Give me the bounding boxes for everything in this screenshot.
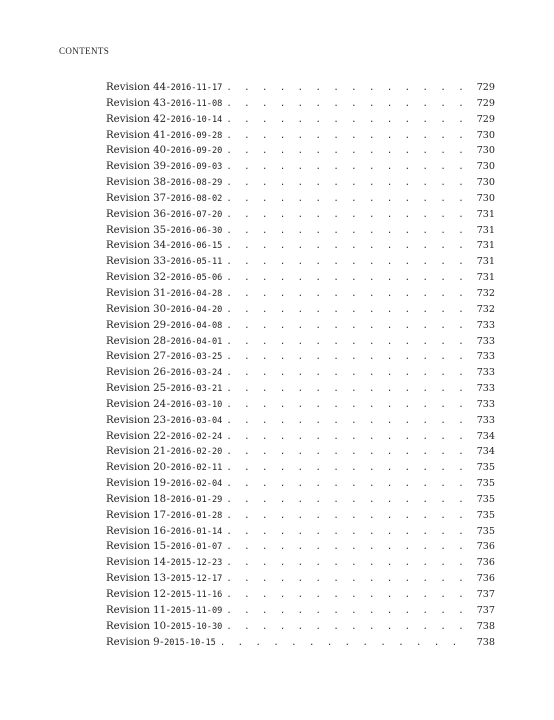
toc-entry-title: Revision 15	[106, 541, 167, 553]
toc-entry-page-number: 735	[476, 493, 495, 505]
toc-entry-page-number: 729	[476, 97, 495, 109]
toc-entry-title: Revision 17	[106, 509, 167, 521]
toc-entry-separator: -	[166, 256, 171, 268]
toc-entry-date: 2016-04-08	[170, 320, 223, 331]
toc-entry-date: 2016-02-04	[170, 479, 223, 490]
dot-leader	[226, 224, 469, 240]
toc-entry-date: 2016-03-25	[170, 352, 223, 363]
toc-entry-page-number: 733	[476, 335, 495, 347]
dot-leader	[226, 604, 469, 620]
toc-entry-page-number: 732	[476, 287, 495, 299]
dot-leader	[226, 287, 469, 303]
toc-entry-page-number: 738	[476, 620, 495, 632]
toc-entry-page-number: 735	[476, 525, 495, 537]
toc-entry-date: 2016-03-21	[170, 384, 223, 395]
toc-entry-page-number: 736	[476, 557, 495, 569]
toc-entry-title: Revision 44	[106, 82, 167, 93]
toc-entry-page-number: 736	[476, 573, 495, 585]
toc-entry-page-number: 730	[476, 192, 495, 204]
toc-entry-separator: -	[166, 525, 171, 537]
toc-entry-page-number: 735	[476, 509, 495, 521]
toc-entry-title: Revision 40	[106, 145, 167, 157]
toc-entry-page-number: 737	[476, 604, 495, 616]
toc-entry-date: 2016-03-24	[170, 368, 223, 379]
toc-entry-separator: -	[166, 319, 171, 331]
toc-entry-date: 2016-01-07	[170, 542, 223, 553]
toc-entry-title: Revision 31	[106, 287, 167, 299]
toc-entry-separator: -	[166, 272, 171, 284]
toc-entry-title: Revision 26	[106, 367, 167, 379]
dot-leader	[226, 572, 469, 588]
toc-entry-page-number: 735	[476, 478, 495, 490]
toc-entry-title: Revision 23	[106, 414, 167, 426]
toc-entry-separator: -	[166, 398, 171, 410]
dot-leader	[226, 160, 469, 176]
toc-entry-date: 2016-05-11	[170, 257, 223, 268]
dot-leader	[226, 414, 469, 430]
toc-entry-date: 2016-09-20	[170, 146, 223, 157]
toc-entry[interactable]	[106, 365, 495, 381]
toc-entry-title: Revision 42	[106, 113, 167, 125]
toc-entry-date: 2016-02-24	[170, 431, 223, 442]
toc-entry-date: 2016-06-15	[170, 241, 223, 252]
toc-entry-page-number: 733	[476, 383, 495, 395]
toc-entry-title: Revision 22	[106, 430, 167, 442]
toc-entry-separator: -	[166, 557, 171, 569]
toc-entry-separator: -	[166, 430, 171, 442]
dot-leader	[226, 255, 469, 271]
toc-entry-page-number: 730	[476, 161, 495, 173]
dot-leader	[226, 620, 469, 636]
toc-entry-title: Revision 16	[106, 525, 167, 537]
toc-entry-page-number: 733	[476, 398, 495, 410]
toc-entry-title: Revision 38	[106, 177, 167, 189]
toc-entry-separator: -	[166, 287, 171, 299]
toc-entry[interactable]	[106, 254, 495, 270]
dot-leader	[226, 239, 469, 255]
toc-entry-page-number: 732	[476, 303, 495, 315]
toc-entry-title: Revision 9	[106, 636, 160, 648]
dot-leader	[226, 319, 469, 335]
toc-entry-date: 2016-03-04	[170, 415, 223, 426]
toc-entry-date: 2015-12-17	[170, 574, 223, 585]
dot-leader	[226, 588, 469, 604]
toc-entry-separator: -	[166, 208, 171, 220]
toc-entry-title: Revision 35	[106, 224, 167, 236]
toc-entry[interactable]	[106, 619, 495, 635]
toc-entry-page-number: 733	[476, 351, 495, 363]
toc-entry[interactable]	[106, 128, 495, 144]
toc-entry-title: Revision 37	[106, 192, 167, 204]
toc-entry-page-number: 733	[476, 319, 495, 331]
toc-entry-page-number: 730	[476, 177, 495, 189]
toc-entry-date: 2016-06-30	[170, 225, 223, 236]
toc-entry[interactable]	[106, 112, 495, 128]
toc-entry-title: Revision 18	[106, 493, 167, 505]
toc-entry-page-number: 730	[476, 129, 495, 141]
toc-entry-separator: -	[166, 82, 171, 93]
toc-entry-date: 2016-04-01	[170, 336, 223, 347]
toc-entry-date: 2016-11-08	[170, 98, 223, 109]
toc-entry-page-number: 733	[476, 367, 495, 379]
toc-entry-title: Revision 27	[106, 351, 167, 363]
toc-entry-separator: -	[166, 240, 171, 252]
toc-entry-date: 2015-11-09	[170, 605, 223, 616]
toc-entry[interactable]	[106, 334, 495, 350]
toc-entry[interactable]	[106, 555, 495, 571]
toc-entry-title: Revision 10	[106, 620, 167, 632]
toc-entry[interactable]	[106, 508, 495, 524]
toc-entry-page-number: 731	[476, 208, 495, 220]
toc-entry-page-number: 733	[476, 414, 495, 426]
dot-leader	[226, 461, 469, 477]
toc-entry-separator: -	[166, 509, 171, 521]
toc-entry-date: 2015-10-15	[164, 637, 216, 648]
toc-entry[interactable]	[106, 207, 495, 223]
toc-entry-title: Revision 41	[106, 129, 167, 141]
dot-leader	[226, 540, 469, 556]
toc-entry-page-number: 731	[476, 256, 495, 268]
dot-leader	[220, 636, 469, 652]
toc-entry-date: 2016-09-03	[170, 162, 223, 173]
toc-entry-title: Revision 25	[106, 383, 167, 395]
dot-leader	[226, 335, 469, 351]
toc-entry-title: Revision 13	[106, 573, 167, 585]
toc-entry[interactable]	[106, 349, 495, 365]
toc-entry-separator: -	[166, 589, 171, 600]
dot-leader	[226, 81, 469, 97]
dot-leader	[226, 97, 469, 113]
toc-entry-title: Revision 29	[106, 319, 167, 331]
toc-entry-separator: -	[166, 414, 171, 426]
toc-entry-date: 2016-11-17	[170, 83, 223, 93]
toc-entry[interactable]	[106, 270, 495, 286]
toc-entry-page-number: 737	[476, 589, 495, 600]
toc-entry-page-number: 731	[476, 240, 495, 252]
dot-leader	[226, 493, 469, 509]
toc-entry-page-number: 735	[476, 462, 495, 474]
dot-leader	[226, 430, 469, 446]
dot-leader	[226, 398, 469, 414]
dot-leader	[226, 350, 469, 366]
toc-entry[interactable]	[106, 191, 495, 207]
toc-entry[interactable]	[106, 524, 495, 540]
toc-entry[interactable]	[106, 413, 495, 429]
toc-entry-date: 2016-01-14	[170, 526, 223, 537]
toc-entry-date: 2016-04-28	[170, 288, 223, 299]
toc-entry-date: 2016-10-14	[170, 114, 223, 125]
toc-entry-title: Revision 34	[106, 240, 167, 252]
toc-entry[interactable]	[106, 318, 495, 334]
dot-leader	[226, 192, 469, 208]
dot-leader	[226, 509, 469, 525]
toc-entry[interactable]	[106, 80, 495, 96]
toc-entry-page-number: 729	[476, 113, 495, 125]
toc-entry-date: 2016-08-02	[170, 193, 223, 204]
toc-entry[interactable]	[106, 476, 495, 492]
dot-leader	[226, 144, 469, 160]
toc-entry-title: Revision 39	[106, 161, 167, 173]
dot-leader	[226, 303, 469, 319]
toc-entry-separator: -	[166, 383, 171, 395]
toc-entry-separator: -	[166, 303, 171, 315]
dot-leader	[226, 382, 469, 398]
toc-entry-date: 2015-12-23	[170, 558, 223, 569]
toc-entry-separator: -	[166, 367, 171, 379]
toc-entry-title: Revision 21	[106, 446, 167, 458]
dot-leader	[226, 445, 469, 461]
toc-entry-title: Revision 12	[106, 589, 167, 600]
dot-leader	[226, 366, 469, 382]
toc-entry-separator: -	[166, 177, 171, 189]
toc-entry[interactable]	[106, 159, 495, 175]
running-head: CONTENTS	[59, 46, 110, 56]
dot-leader	[226, 129, 469, 145]
toc-entry[interactable]	[106, 603, 495, 619]
dot-leader	[226, 208, 469, 224]
toc-entry-separator: -	[166, 224, 171, 236]
toc-entry-page-number: 731	[476, 272, 495, 284]
toc-entry-page-number: 731	[476, 224, 495, 236]
toc-entry-title: Revision 14	[106, 557, 167, 569]
toc-entry-separator: -	[166, 541, 171, 553]
toc-entry-page-number: 734	[476, 446, 495, 458]
toc-entry-date: 2015-10-30	[170, 621, 223, 632]
toc-entry[interactable]	[106, 381, 495, 397]
toc-entry-page-number: 738	[476, 636, 495, 648]
toc-entry-separator: -	[166, 335, 171, 347]
toc-entry-title: Revision 32	[106, 272, 167, 284]
toc-entry[interactable]	[106, 429, 495, 445]
toc-entry[interactable]	[106, 143, 495, 159]
toc-entry-separator: -	[166, 493, 171, 505]
toc-entry-date: 2016-01-29	[170, 494, 223, 505]
toc-entry-title: Revision 28	[106, 335, 167, 347]
toc-entry-title: Revision 36	[106, 208, 167, 220]
toc-entry-separator: -	[166, 573, 171, 585]
toc-entry-separator: -	[166, 462, 171, 474]
toc-entry-page-number: 736	[476, 541, 495, 553]
dot-leader	[226, 271, 469, 287]
toc-entry-title: Revision 33	[106, 256, 167, 268]
toc-entry[interactable]	[106, 587, 495, 603]
toc-entry-date: 2016-03-10	[170, 399, 223, 410]
toc-entry[interactable]	[106, 444, 495, 460]
toc-entry[interactable]	[106, 175, 495, 191]
toc-entry-separator: -	[166, 620, 171, 632]
toc-entry[interactable]	[106, 539, 495, 555]
toc-entry-date: 2016-02-20	[170, 447, 223, 458]
toc-entry-separator: -	[166, 192, 171, 204]
toc-entry-title: Revision 30	[106, 303, 167, 315]
toc-entry-date: 2016-02-11	[170, 463, 223, 474]
toc-entry[interactable]	[106, 397, 495, 413]
table-of-contents	[106, 80, 495, 650]
toc-entry[interactable]	[106, 571, 495, 587]
toc-entry-title: Revision 43	[106, 97, 167, 109]
toc-entry-separator: -	[166, 129, 171, 141]
toc-entry-separator: -	[160, 636, 164, 648]
toc-entry-date: 2016-01-28	[170, 510, 223, 521]
dot-leader	[226, 477, 469, 493]
toc-entry[interactable]	[106, 286, 495, 302]
toc-entry-page-number: 729	[476, 82, 495, 93]
toc-entry[interactable]	[106, 492, 495, 508]
toc-entry-separator: -	[166, 446, 171, 458]
toc-entry[interactable]	[106, 460, 495, 476]
toc-entry-page-number: 734	[476, 430, 495, 442]
dot-leader	[226, 113, 469, 129]
toc-entry-separator: -	[166, 113, 171, 125]
toc-entry-separator: -	[166, 161, 171, 173]
toc-entry-date: 2016-08-29	[170, 178, 223, 189]
toc-entry-separator: -	[166, 145, 171, 157]
toc-entry-separator: -	[166, 604, 171, 616]
toc-entry-separator: -	[166, 351, 171, 363]
toc-entry-date: 2016-04-20	[170, 304, 223, 315]
toc-entry-page-number: 730	[476, 145, 495, 157]
toc-entry[interactable]	[106, 238, 495, 254]
toc-entry-title: Revision 20	[106, 462, 167, 474]
toc-entry-separator: -	[166, 478, 171, 490]
toc-entry-title: Revision 11	[106, 604, 167, 616]
toc-entry-separator: -	[166, 97, 171, 109]
toc-entry-date: 2015-11-16	[170, 590, 223, 600]
toc-entry[interactable]	[106, 223, 495, 239]
toc-entry-date: 2016-05-06	[170, 273, 223, 284]
toc-entry[interactable]	[106, 96, 495, 112]
toc-entry-date: 2016-09-28	[170, 130, 223, 141]
toc-entry[interactable]	[106, 635, 495, 651]
toc-entry-date: 2016-07-20	[170, 209, 223, 220]
toc-entry-title: Revision 19	[106, 478, 167, 490]
dot-leader	[226, 556, 469, 572]
toc-entry-title: Revision 24	[106, 398, 167, 410]
dot-leader	[226, 525, 469, 541]
dot-leader	[226, 176, 469, 192]
toc-entry[interactable]	[106, 302, 495, 318]
